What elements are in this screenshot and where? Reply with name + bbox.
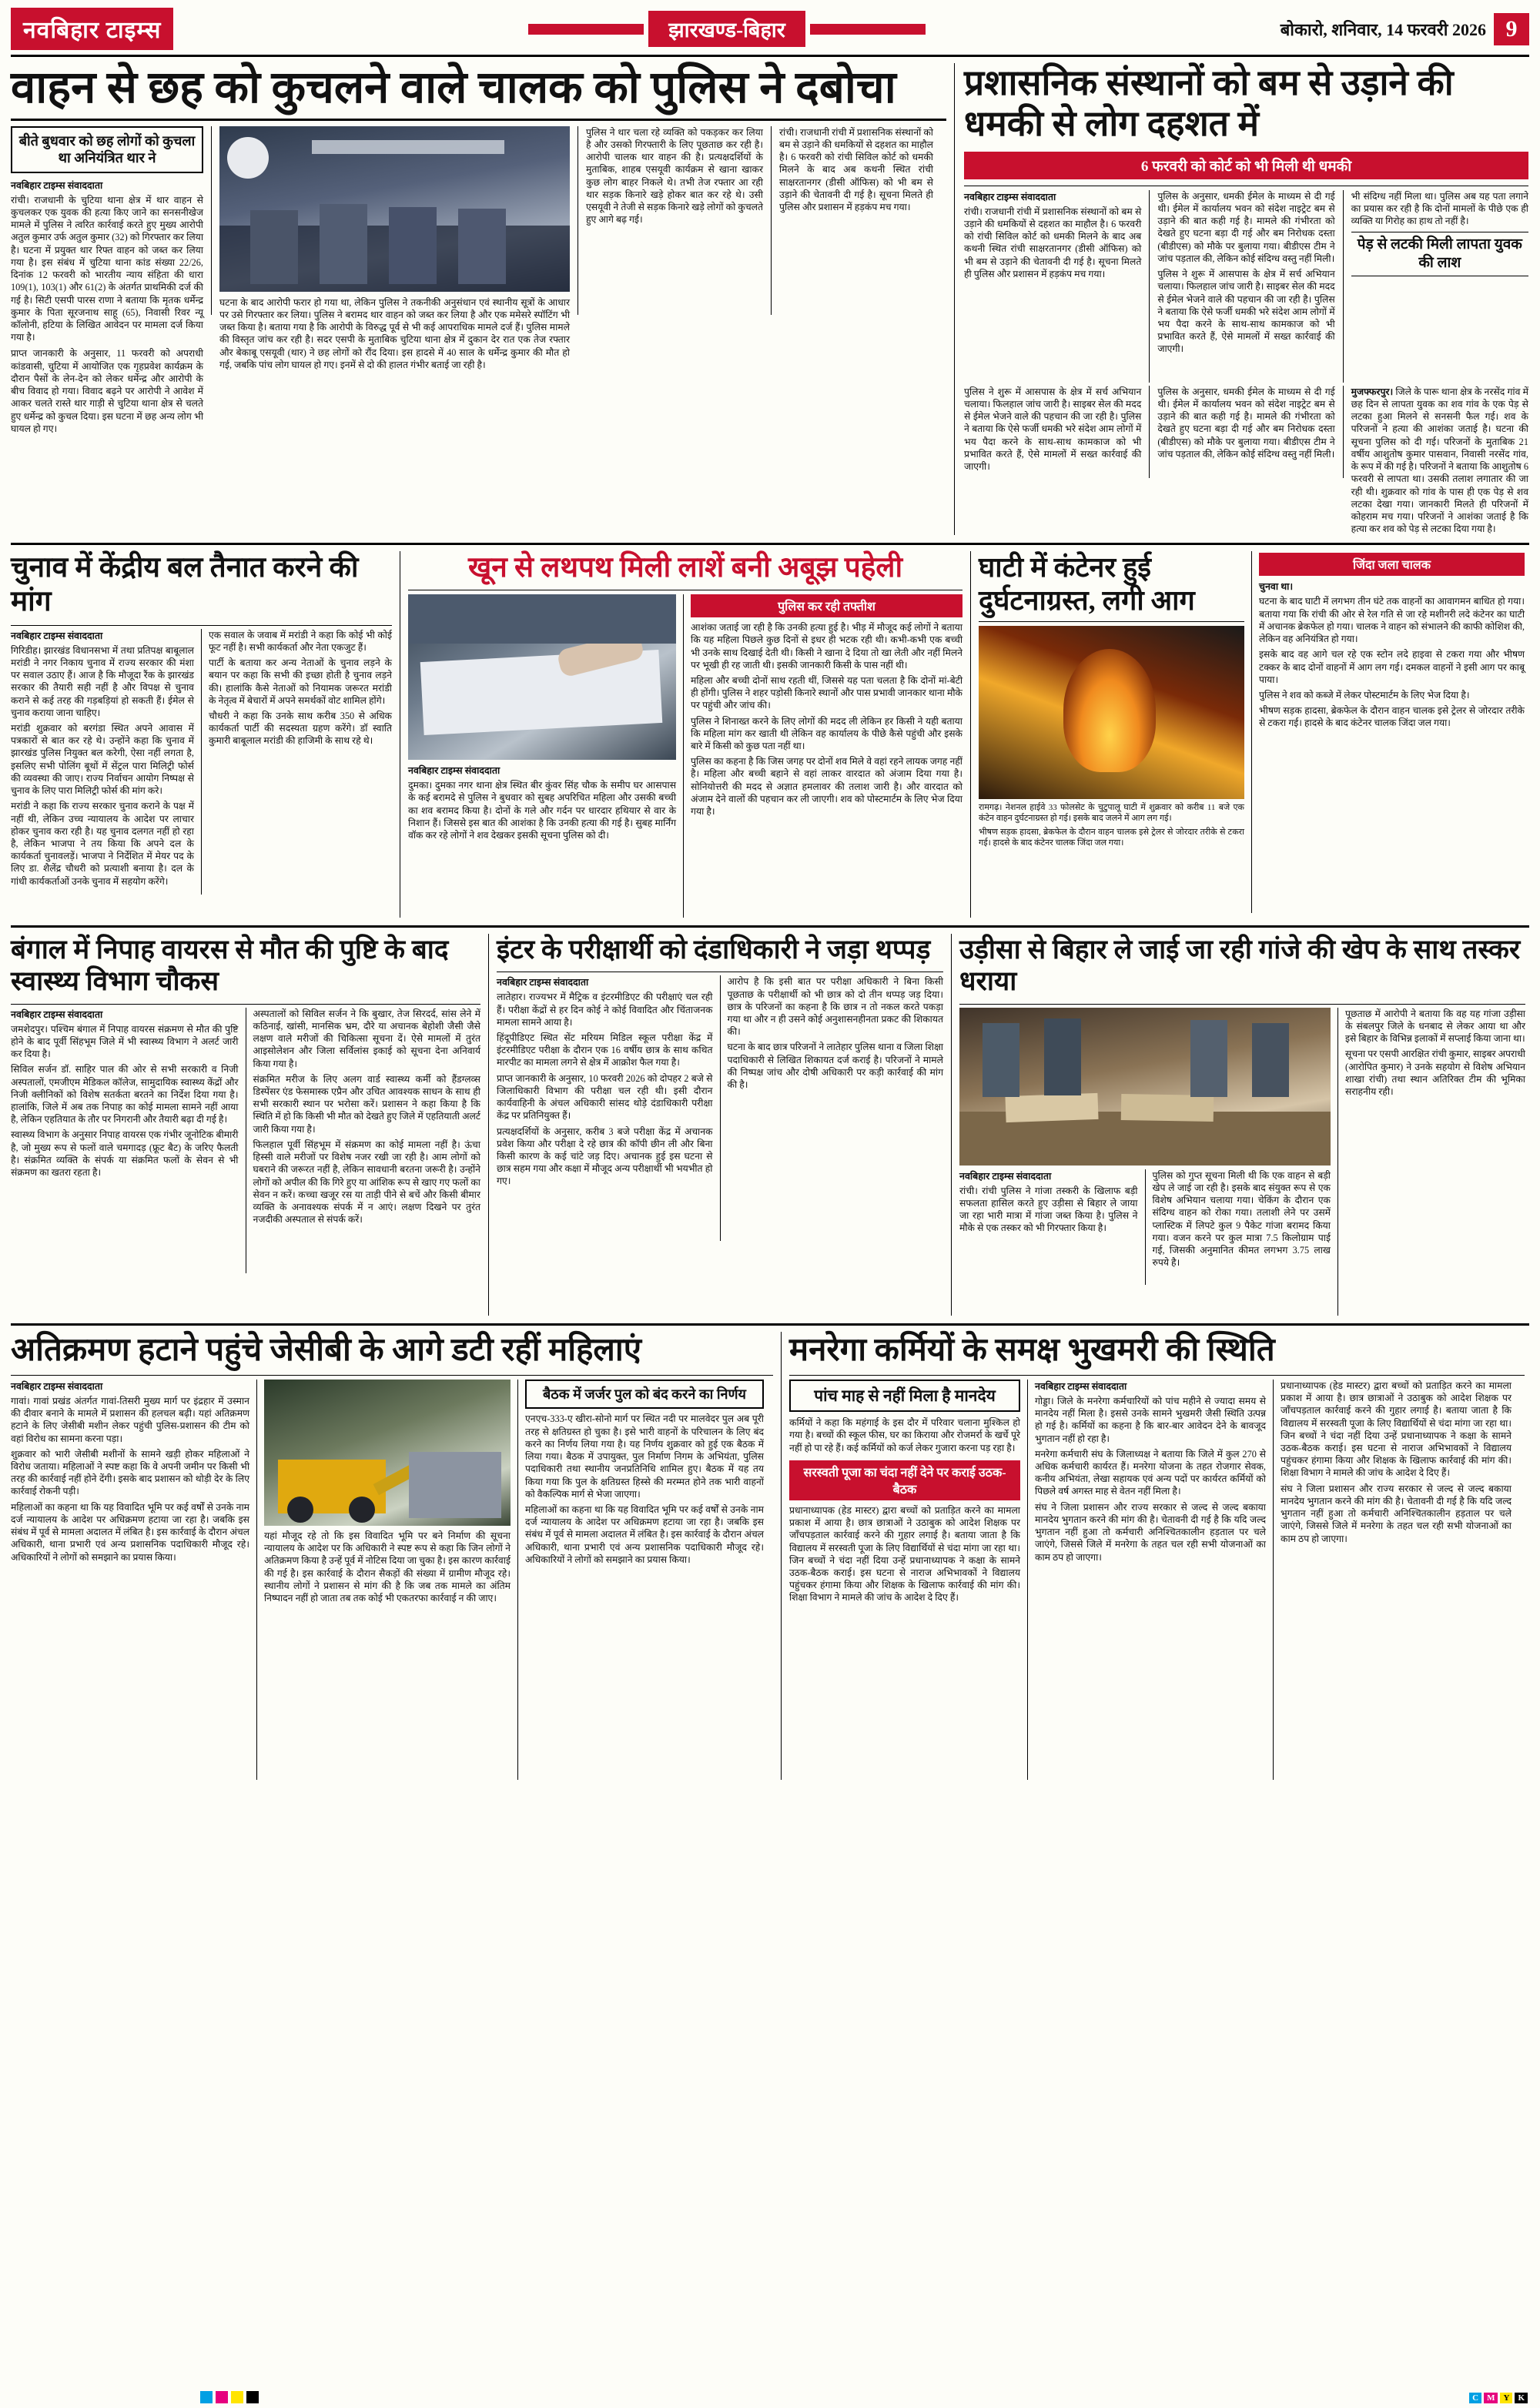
bodies-headline: खून से लथपथ मिली लाशें बनी अबूझ पहेली [467, 552, 903, 584]
nrega-story [782, 1332, 1525, 1780]
ganja-para-2: पुलिस को गुप्त सूचना मिली थी कि एक वाहन से बड़ी खेप ले जाई जा रही है। इसके बाद संयुक्त रूप से एक विशेष अभियान चलाया गया। चेकिंग के दौरान एक संदिग्ध वाहन को रोका गया। तलाशी लेने पर उसमें प्लास्टिक में लिपटे कुल 9 पैकेट गांजा बरामद किया गया। वजन करने पर कुल मात्रा 7.5 किलोग्राम पाई गई, जिसकी अनुमानित कीमत लगभग 3.75 लाख रुपये है। [1152, 1169, 1331, 1269]
lead-byline: नवबिहार टाइम्स संवाददाता [11, 179, 103, 191]
bomb-threat-story [955, 63, 1528, 535]
nipah-byline: नवबिहार टाइम्स संवाददाता [11, 1008, 103, 1020]
fire-para-4: भीषण सड़क हादसा, ब्रेकफेल के दौरान वाहन चालक इसे ट्रेलर से जोरदार तरीके से टकरा गई। हादसे के बाद कंटेनर चालक जिंदा जल गया। [1259, 705, 1525, 729]
election-para-3: मरांडी ने कहा कि राज्य सरकार चुनाव कराने के पक्ष में नहीं थी, लेकिन उच्च न्यायालय के आदेश पर लाचार होकर चुनाव करा रही है। यह चुनाव दलगत नहीं हो रहा है, लेकिन भाजपा ने तय किया कि अपने दल के कार्यकर्ता चुनावलड़ें। भाजपा ने निर्देशित में मेयर पद के लिए डा. शैलेंद्र चौधरी को प्रत्याशी बनाया है। दल के गांधी कार्यकर्ताओं उनके चुनाव में सहयोग करेंगे। [11, 801, 194, 887]
reg-mark-magenta [216, 2391, 228, 2403]
fire-headline: घाटी में कंटेनर हुई दुर्घटनाग्रस्त, लगी आग [979, 552, 1195, 616]
slap-para-3: प्राप्त जानकारी के अनुसार, 10 फरवरी 2026 को दोपहर 2 बजे से जिलाधिकारी विभाग की परीक्षा चल रही थी। इसी दौरान कार्यवाहिनी के अंचल अधिकारी सांसद थोड़े दंडाधिकारी परीक्षा केंद्र पर प्रतिनियुक्त हैं। [497, 1072, 713, 1122]
fire-para-1: घटना के बाद घाटी में लगभग तीन घंटे तक वाहनों का आवागमन बाधित हो गया। बताया गया कि रांची की ओर से रेल गति से जा रहे मशीनरी लदे कंटेनर का घाटी में अचानक ब्रेकफेल हो गया। चालक ने वाहन को संभालने की काफी कोशिश की, लेकिन वह अनियंत्रित हो गया। [1259, 596, 1525, 645]
missing-youth-byline: मुजफ्फरपुर। [1351, 386, 1394, 397]
slap-para-2: हिंदूपीडिएट स्थित सेंट मरियम मिडिल स्कूल परीक्षा केंद्र में इंटरमीडिएट परीक्षा के दौरान एक 16 वर्षीय छात्र के साथ कथित मारपीट का मामला लगने से क्षेत्र में आक्रोश फैल गया है। [497, 1032, 713, 1069]
nrega-box: पांच माह से नहीं मिला है मानदेय [789, 1380, 1020, 1412]
bomb-headline: प्रशासनिक संस्थानों को बम से उड़ाने की धमकी से लोग दहशत में [964, 63, 1454, 143]
jcb-headline: अतिक्रमण हटाने पहुंचे जेसीबी के आगे डटी रहीं महिलाएं [11, 1332, 642, 1368]
ganja-para-1: रांची। रांची पुलिस ने गांजा तस्करी के खिलाफ बड़ी सफलता हासिल करते हुए उड़ीसा से बिहार ले जाया जा रहा भारी मात्रा में गांजा जब्त किया है। पुलिस ने मौके से एक तस्कर को भी गिरफ्तार किया है। [959, 1185, 1138, 1234]
slap-byline: नवबिहार टाइम्स संवाददाता [497, 977, 589, 988]
bodies-story [400, 551, 970, 918]
jcb-para-2: शुक्रवार को भारी जेसीबी मशीनों के सामने खड़ी होकर महिलाओं ने विरोध जताया। महिलाओं ने स्पष्ट कहा कि वे अपनी जमीन पर किसी भी तरह की कार्रवाई नहीं होने देंगी। इसके बाद प्रशासन को थोड़ी देर के लिए कार्रवाई रोकनी पड़ी। [11, 1448, 249, 1497]
bomb-redbar: 6 फरवरी को कोर्ट को भी मिली थी धमकी [964, 152, 1528, 179]
masthead [11, 8, 1529, 57]
jcb-para-1: गावां। गावां प्रखंड अंतर्गत गावां-तिसरी मुख्य मार्ग पर इंद्रहार में उस्मान की दीवार बनाने के मामले में प्रशासन की हलचल बढ़ी। यहां अतिक्रमण हटाने के लिए जेसीबी मशीन लेकर पहुंची पुलिस-प्रशासन की टीम को वहां विरोध का सामना करना पड़ा। [11, 1395, 249, 1444]
lead-photo [219, 126, 570, 292]
banner-bar-left [528, 24, 644, 35]
reg-mark-cyan [200, 2391, 213, 2403]
fire-photo-caption: रामगढ़। नेशनल हाईवे 33 फोलसेट के चुटुपालू घाटी में शुक्रवार को करीब 11 बजे एक कंटेन वाहन दुर्घटनाग्रस्त हो गई। इसके बाद जलने में आग लग गई। [979, 803, 1244, 824]
nipah-para-3: स्वास्थ्य विभाग के अनुसार निपाह वायरस एक गंभीर जूनोटिक बीमारी है, जो मुख्य रूप से फलों वाले चमगादड़ (फ्रूट बैट) के जरिए फैलती है। संक्रमित व्यक्ति के संपर्क या संक्रमित फलों के सेवन से भी संक्रमण का खतरा रहता है। [11, 1129, 239, 1179]
nipah-para-5: संक्रमित मरीज के लिए अलग वार्ड स्वास्थ्य कर्मी को हैंडग्लव्स डिस्पेंसर एंड फेसमास्क एप्रैन और उचित आवश्यक साधन के साथ ही सभी सरकारी स्थान पर भरोसा करें। प्रशासन ने कहा किया है कि स्थिति में हो कि किसी भी मौत को देखते हुए जिले में एहतियाती अलर्ट जारी किया गया है। [253, 1073, 480, 1135]
nipah-para-1: जमशेदपुर। पश्चिम बंगाल में निपाह वायरस संक्रमण से मौत की पुष्टि होने के बाद पूर्वी सिंहभूम जिले में भी स्वास्थ्य विभाग ने अलर्ट जारी कर दिया है। [11, 1023, 239, 1060]
ganja-byline: नवबिहार टाइम्स संवाददाता [959, 1170, 1052, 1182]
cmyk-c: C [1469, 2393, 1481, 2403]
nipah-headline: बंगाल में निपाह वायरस से मौत की पुष्टि के बाद स्वास्थ्य विभाग चौकस [11, 935, 449, 997]
election-story [11, 551, 400, 918]
jcb-sub-text: एनएच-333-ए खीरा-सोनो मार्ग पर स्थित नदी पर मालवेदर पुल अब पूरी तरह से क्षतिग्रस्त हो चुका है। इसे भारी वाहनों के परिचालन के लिए बंद करने का निर्णय लिया गया है। यह निर्णय शुक्रवार को हुई एक बैठक में लिया गया। बैठक में उपायुक्त, पुल निर्माण निगम के अभियंता, पुलिस पदाधिकारी तथा स्थानीय जनप्रतिनिधि शामिल हुए। बैठक में यह तय किया गया कि पुल के क्षतिग्रस्त हिस्से की मरम्मत होने तक भारी वाहनों को वैकल्पिक मार्ग से भेजा जाएगा। [525, 1413, 764, 1500]
nrega-headline: मनरेगा कर्मियों के समक्ष भुखमरी की स्थिति [789, 1332, 1275, 1368]
jcb-byline: नवबिहार टाइम्स संवाददाता [11, 1380, 103, 1392]
nipah-para-2: सिविल सर्जन डॉ. साहिर पाल की ओर से सभी सरकारी व निजी अस्पतालों, एमजीएम मेडिकल कॉलेज, सामुदायिक स्वास्थ्य केंद्रों और निजी क्लीनिकों को विशेष सतर्कता बरतने का निर्देश दिया गया है। हालांकि, जिले में अब तक निपाह का कोई मामला सामने नहीं आया है, लेकिन एहतियात के तौर पर निगरानी और तैयारी बढ़ा दी गई है। [11, 1064, 239, 1125]
ganja-photo [959, 1008, 1331, 1166]
bodies-photo [408, 594, 676, 760]
lead-headline: वाहन से छह को कुचलने वाले चालक को पुलिस ने दबोचा [11, 62, 896, 112]
ganja-story [952, 934, 1525, 1316]
lead-subhead: बीते बुधवार को छह लोगों को कुचला था अनियंत्रित थार ने [11, 126, 203, 173]
lead-para-1: रांची। राजधानी के चुटिया थाना क्षेत्र में थार वाहन से कुचलकर एक युवक की हत्या किए जाने का सनसनीखेज मामले में पुलिस ने त्वरित कार्रवाई करते हुए मुख्य आरोपी अतुल कुमार उर्फ अतुल कुमार (32) को गिरफ्तार कर लिया है। घटना में प्रयुक्त थार रिफ्त वाहन को जब्त कर लिया गया है। इस संबंध में चुटिया थाना कांड संख्या 22/26, दिनांक 12 फरवरी को भारतीय न्याय संहिता की धारा 109(1), 103(1) और 61(2) के अंतर्गत प्राथमिकी दर्ज की गई है। सिटी एसपी पारस राणा ने बताया कि मृतक धर्मेन्द्र कुमार के पिता सूरजनाथ साहू (65), निवासी रिवर न्यू कॉलोनी, हटिया के लिखित आवेदन पर मामला दर्ज किया गया है। [11, 194, 203, 343]
fire-photo [979, 626, 1244, 799]
election-para-4: एक सवाल के जवाब में मरांडी ने कहा कि कोई भी कोई फूट नहीं है। सभी कार्यकर्ता और नेता एकजुट हैं। [209, 629, 392, 653]
nrega-para-1: गोड्डा। जिले के मनरेगा कर्मचारियों को पांच महीने से ज्यादा समय से मानदेय नहीं मिला है। इससे उनके सामने भुखमरी जैसी स्थिति उत्पन्न हो गई है। कर्मियों का कहना है कि बार-बार आवेदन देने के बावजूद भुगतान नहीं हो रहा है। [1035, 1395, 1266, 1444]
bomb-para-1: रांची। राजधानी रांची में प्रशासनिक संस्थानों को बम से उड़ाने की धमकियों से दहशत का माहौल है। 6 फरवरी को रांची सिविल कोर्ट को धमकी मिलने के बाद अब कथनी स्थित रांची साक्षरतानगर (डीसी ऑफिस) को भी बम से उड़ाने की चेतावनी दी गई है। सूचना मिलते ही पुलिस और प्रशासन में हड़कंप मच गया। [964, 206, 1142, 279]
bodies-redbar: पुलिस कर रही तफ्तीश [691, 594, 962, 617]
nrega-subhead: सरस्वती पूजा का चंदा नहीं देने पर कराई उठक-बैठक [789, 1460, 1020, 1500]
nipah-para-6: फिलहाल पूर्वी सिंहभूम में संक्रमण का कोई मामला नहीं है। ऊंचा हिस्सी वाले मरीजों पर विशेष नजर रखी जा रही है। आम लोगों को घबराने की जरूरत नहीं है, लेकिन सावधानी बरतना जरूरी है। उन्होंने लोगों को अपील की कि गिरे हुए या आंशिक रूप से खाए गए फलों का सेवन न करें। कच्चा खजूर रस या ताड़ी पीने से बचें और किसी बीमार व्यक्ति के अनावश्यक संपर्क में न आएं। लक्षण दिखने पर तुरंत नजदीकी अस्पताल से संपर्क करें। [253, 1139, 480, 1226]
container-fire-story [971, 551, 1525, 918]
lead-para-4: पुलिस ने थार चला रहे व्यक्ति को पकड़कर कर लिया है और उसको गिरफ्तारी के लिए पूछताछ कर रही है। आरोपी चालक थार वाहन की है। प्रत्यक्षदर्शियों के मुताबिक, शाहब एसयूवी कार्यक्रम से खाना खाकर कुछ लोग बाहर निकले थे। तभी तेज रफ्तार आ रही थार सड़क किनारे खड़े होकर बात कर रहे थे। उसी एसयूवी ने तेजी से सड़क किनारे खड़े लोगों को कुचलते हुए आगे बढ़ गई। [586, 126, 763, 226]
fire-para-extra: भीषण सड़क हादसा, ब्रेकफेल के दौरान वाहन चालक इसे ट्रेलर से जोरदार तरीके से टकरा गई। हादसे के बाद कंटेनर चालक जिंदा जल गया। [979, 827, 1244, 848]
cmyk-marks [1469, 2393, 1528, 2403]
jcb-para-3: महिलाओं का कहना था कि यह विवादित भूमि पर कई वर्षों से उनके नाम दर्ज न्यायालय के आदेश पर अधिक्रमण हटाया जा रहा है। जबकि इस संबंध में पूर्व से मामला अदालत में लंबित है। इस कार्रवाई के दौरान अंचल अधिकारी, थाना प्रभारी एवं अन्य प्रशासनिक पदाधिकारी मौजूद रहे। अधिकारियों ने लोगों को समझाने का प्रयास किया। [11, 1501, 249, 1563]
nrega-para-4: संघ ने जिला प्रशासन और राज्य सरकार से जल्द से जल्द बकाया मानदेय भुगतान करने की मांग की है। चेतावनी दी गई है कि यदि जल्द भुगतान नहीं हुआ तो कर्मचारी अनिश्चितकालीन हड़ताल पर चले जाएंगे, जिससे जिले में मनरेगा के तहत चल रही सभी योजनाओं का काम ठप हो जाएगा। [1035, 1501, 1266, 1563]
lead-para-2: प्राप्त जानकारी के अनुसार, 11 फरवरी को अपराधी कांडवासी, चुटिया में आयोजित एक गृहप्रवेश कार्यक्रम के दौरान पैसों के लेन-देन को लेकर धर्मेन्द्र और आरोपी के बीच विवाद हो गया। विवाद बढ़ने पर आरोपी ने आवेश में आकर चलते रास्ते थार गाड़ी से चुटिया थाना क्षेत्र से चलते हुए धर्मेन्द्र को कुचल दिया। इस घटना में छह अन्य लोग भी घायल हो गए। [11, 348, 203, 434]
lead-para-5: रांची। राजधानी रांची में प्रशासनिक संस्थानों को बम से उड़ाने की धमकियों से दहशत का माहौल है। 6 फरवरी को रांची सिविल कोर्ट को धमकी मिलने के बाद अब कथनी स्थित रांची साक्षरतानगर (डीसी ऑफिस) को भी बम से उड़ाने की चेतावनी दी गई है। सूचना मिलते ही पुलिस और प्रशासन में हड़कंप मच गया। [779, 126, 933, 213]
nrega-byline: नवबिहार टाइम्स संवाददाता [1035, 1380, 1127, 1392]
fire-redbox: जिंदा जला चालक [1259, 553, 1525, 576]
nipah-story [11, 934, 488, 1316]
cmyk-y: Y [1500, 2393, 1512, 2403]
dateline-group [1281, 13, 1529, 45]
election-headline: चुनाव में केंद्रीय बल तैनात करने की मांग [11, 552, 359, 618]
jcb-story [11, 1332, 781, 1780]
nrega-para-5: प्रधानाध्यापक (हेड मास्टर) द्वारा बच्चों को प्रताड़ित करने का मामला प्रकाश में आया है। छात्र छात्राओं ने उठाबुक को आदेश शिक्षक पर जाँचपड़ताल कार्रवाई करने की गुहार लगाई है। बताया जाता है कि विद्यालय में सरस्वती पूजा के लिए विद्यार्थियों से चंदा मांगा जा रहा था। जिन बच्चों ने चंदा नहीं दिया उन्हें प्रधानाध्यापक ने कक्षा के सामने उठक-बैठक कराई। इस घटना से नाराज अभिभावकों ने विद्यालय पहुंचकर हंगामा किया और शिक्षक के खिलाफ कार्रवाई की मांग की। शिक्षा विभाग ने मामले की जांच के आदेश दे दिए हैं। [1281, 1380, 1512, 1479]
nrega-para-6: संघ ने जिला प्रशासन और राज्य सरकार से जल्द से जल्द बकाया मानदेय भुगतान करने की मांग की है। चेतावनी दी गई है कि यदि जल्द भुगतान नहीं हुआ तो कर्मचारी अनिश्चितकालीन हड़ताल पर चले जाएंगे, जिससे जिले में मनरेगा के तहत चल रही सभी योजनाओं का काम ठप हो जाएगा। [1281, 1483, 1512, 1544]
election-para-6: चौधरी ने कहा कि उनके साथ करीब 350 से अधिक कार्यकर्ता पार्टी की सदस्यता ग्रहण करेंगे। डॉ स्वाति कुमारी बाबूलाल मरांडी की हाजिमी के साथ रहे थे। [209, 711, 392, 747]
bomb-para-2: पुलिस के अनुसार, धमकी ईमेल के माध्यम से दी गई थी। ईमेल में कार्यालय भवन को संदेश नाइट्रेट बम से उड़ाने की बात कही गई है। मामले की गंभीरता को देखते हुए घटना बड़ा दी गई और बम निरोधक दस्ता (बीडीएस) को मौके पर बुलाया गया। बीडीएस टीम ने जांच पड़ताल की, लेकिन कोई संदिग्ध वस्तु नहीं मिली। [1157, 190, 1335, 264]
bomb-byline: नवबिहार टाइम्स संवाददाता [964, 191, 1056, 202]
slap-headline: इंटर के परीक्षार्थी को दंडाधिकारी ने जड़ा थप्पड़ [497, 935, 931, 965]
missing-youth-text [1351, 386, 1528, 536]
fire-byline: चुनवा था। [1259, 581, 1294, 593]
jcb-subhead: बैठक में जर्जर पुल को बंद करने का निर्णय [525, 1380, 764, 1410]
slap-para-4: प्रत्यक्षदर्शियों के अनुसार, करीब 3 बजे परीक्षा केंद्र में अचानक प्रवेश किया और परीक्षा दे रहे छात्र की कॉपी छीन ली और बिना किसी कारण के कई चांटे जड़ दिए। अचानक हुई इस घटना से छात्र सहम गया और कक्षा में मौजूद अन्य परीक्षार्थी भी भयभीत हो गए। [497, 1125, 713, 1187]
election-para-2: मरांडी शुक्रवार को बरगंडा स्थित अपने आवास में पत्रकारों से बात कर रहे थे। उन्होंने कहा कि चुनाव में झारखंड पुलिस नियुक्त बल करेगी, ऐसा नहीं लगता है, इसलिए सभी पोलिंग बूथों में सेंट्रल पारा मिलिट्री फोर्स की व्यवस्था की जाए। राज्य निर्वाचन आयोग निष्पक्ष से चुनाव के लिए पारा मिलिट्री फोर्स की मांग करे। [11, 723, 194, 797]
cmyk-m: M [1484, 2393, 1498, 2403]
bomb-para-3: पुलिस ने शुरू में आसपास के क्षेत्र में सर्च अभियान चलाया। फिलहाल जांच जारी है। साइबर सेल की मदद से ईमेल भेजने वाले की पहचान की जा रही है। पुलिस ने बताया कि ऐसे फर्जी धमकी भरे संदेश आम लोगों में भय पैदा करने के साथ-साथ कामकाज को भी प्रभावित करते हैं, ऐसे मामलों में सख्त कार्रवाई की जाएगी। [1157, 269, 1335, 355]
bodies-cap-text: दुमका। दुमका नगर थाना क्षेत्र स्थित बीर कुंवर सिंह चौक के समीप घर आसपास के कई बरामदे से पुलिस ने बुधवार को सुबह अपरिचित महिला और उसकी बच्ची का शव बरामद किया है। दोनों के गले और गर्दन पर धारदार हथियार से वार के निशान हैं। जिससे इस बात की आशंका है कि उनकी हत्या की गई है। सुबह मार्निंग वॉक कर रहे लोगों ने शव देखकर इसकी सूचना पुलिस को दी। [408, 780, 677, 841]
nrega-para-3: कर्मियों ने कहा कि महंगाई के इस दौर में परिवार चलाना मुश्किल हो गया है। बच्चों की स्कूल फीस, घर का किराया और रोजमर्रा के खर्चे पूरे नहीं हो पा रहे हैं। कई कर्मियों को कर्ज लेकर गुजारा करना पड़ रहा है। [789, 1417, 1020, 1453]
ganja-para-4: सूचना पर एसपी आरक्षित रांची कुमार, साइबर अपराधी (आरोपित कुमार) ने उनके सहयोग से विशेष अभियान शाखा रांची) तथा स्थान अतिरिक्त टीम की भूमिका सराहनीय रही। [1345, 1048, 1525, 1097]
missing-youth-body: जिले के पारू थाना क्षेत्र के नरसेंद गांव में छह दिन से लापता युवक का शव गांव के एक पेड़ से लटका हुआ मिलने से सनसनी फैल गई। शव के परिजनों ने हत्या की आशंका जताई है। घटना की सूचना पुलिस को दी गई। परिजनों के मुताबिक 21 वर्षीय आशुतोष कुमार पासवान, निवासी नरसेंद गांव, के रूप में की गई है। परिजनों ने बताया कि आशुतोष 6 फरवरी से लापता था। उसकी तलाश लगातार की जा रही थी। शुक्रवार को गांव के पास ही एक पेड़ से शव लटका देखा गया। जानकारी मिलते ही परिजनों में कोहराम मच गया। परिजनों ने आशंका जताई है कि हत्या कर शव को पेड़ से लटका दिया गया है। [1351, 386, 1528, 535]
election-byline: नवबिहार टाइम्स संवाददाता [11, 630, 103, 641]
bodies-para-4: पुलिस का कहना है कि जिस जगह पर दोनों शव मिले वे वहां रहने लायक जगह नहीं है। महिला और बच्ची बहाने से वहां लाकर वारदात को अंजाम दिया गया है। सोनियोत्तरी की मदद से अज्ञात हमलावर की तलाश जारी है। और वारदात को अंजाम देने वालों की पहचान कर ली जाएगी। शव को पोस्टमार्टम के लिए भेज दिया गया है। [691, 756, 962, 818]
reg-mark-yellow [231, 2391, 243, 2403]
cmyk-k: K [1515, 2393, 1528, 2403]
fire-para-3: पुलिस ने शव को कब्जे में लेकर पोस्टमार्टम के लिए भेज दिया है। [1259, 689, 1470, 701]
nipah-para-4: अस्पतालों को सिविल सर्जन ने कि बुखार, तेज सिरदर्द, सांस लेने में कठिनाई, खांसी, मानसिक भ्रम, दौरे या अचानक बेहोशी जैसी जैसे लक्षण वाले मरीजों की चिकित्सा सूचना दें। ऐसे मामलों में तुरंत आइसोलेशन और जिला सर्विलांस इकाई को सूचना देना अनिवार्य किया गया है। [253, 1008, 480, 1069]
ganja-headline: उड़ीसा से बिहार ले जाई जा रही गांजे की खेप के साथ तस्कर धराया [959, 935, 1521, 997]
banner-bar-right [810, 24, 926, 35]
ganja-para-3: पूछताछ में आरोपी ने बताया कि वह यह गांजा उड़ीसा के संबलपुर जिले के धनबाद से लेकर आया था और इसे बिहार के विभिन्न इलाकों में सप्लाई किया जाना था। [1345, 1008, 1525, 1045]
reg-mark-black [246, 2391, 259, 2403]
election-para-5: पार्टी के बताया कर अन्य नेताओं के चुनाव लड़ने के बयान पर कहा कि सभी की इच्छा होती है चुनाव लड़ने की। हालांकि कैसे नेताओं को नियामक जरूरत मरांडी के नेतृत्व में बेचारों में अपने समर्थकों वोट शामिल होंगे। [209, 657, 392, 706]
slap-para-1: लातेहार। राज्यभर में मैट्रिक व इंटरमीडिएट की परीक्षाएं चल रही हैं। परीक्षा केंद्रों से हर दिन कोई ने कोई विवादित और चिंताजनक मामला सामने आया है। [497, 992, 713, 1028]
nrega-sub-text: प्रधानाध्यापक (हेड मास्टर) द्वारा बच्चों को प्रताड़ित करने का मामला प्रकाश में आया है। छात्र छात्राओं ने उठाबुक को आदेश शिक्षक पर जाँचपड़ताल कार्रवाई करने की गुहार लगाई है। बताया जाता है कि विद्यालय में सरस्वती पूजा के लिए विद्यार्थियों से चंदा मांगा जा रहा था। जिन बच्चों ने चंदा नहीं दिया उन्हें प्रधानाध्यापक ने कक्षा के सामने उठक-बैठक कराई। इस घटना से नाराज अभिभावकों ने विद्यालय पहुंचकर हंगामा किया और शिक्षक के खिलाफ कार्रवाई की मांग की। शिक्षा विभाग ने मामले की जांच के आदेश दे दिए हैं। [789, 1504, 1020, 1604]
slap-story [489, 934, 951, 1316]
bomb-para-5: पुलिस के अनुसार, धमकी ईमेल के माध्यम से दी गई थी। ईमेल में कार्यालय भवन को संदेश नाइट्रेट बम से उड़ाने की बात कही गई है। मामले की गंभीरता को देखते हुए घटना बड़ा दी गई और बम निरोधक दस्ता (बीडीएस) को मौके पर बुलाया गया। बीडीएस टीम ने जांच पड़ताल की, लेकिन कोई संदिग्ध वस्तु नहीं मिली। [1157, 386, 1335, 460]
lead-para-3: घटना के बाद आरोपी फरार हो गया था, लेकिन पुलिस ने तकनीकी अनुसंधान एवं स्थानीय सूत्रों के आधार पर उसे गिरफ्तार कर लिया। पुलिस ने बरामद थार वाहन को जब्त कर लिया है और एक ममेसरे स्पॉटिंग भी जब्त किया है। बताया गया है कि आरोपी के विरुद्ध पूर्व से भी कई आपराधिक मामले दर्ज हैं। पुलिस मामले की विस्तृत जांच कर रही है। सदर एसपी के मुताबिक चुटिया थाना क्षेत्र में दुकान देर रात एक तेज रफ्तार और बेकाबू एसयूवी (थार) ने छह लोगों को रौंद दिया। इस हादसे में 40 साल के धर्मेन्द्र कुमार की मौत हो गई, जबकि पांच लोग घायल हो गए। इनमें से दो की हालत गंभीर बताई जा रही है। [219, 296, 570, 370]
jcb-photo [264, 1380, 511, 1526]
missing-youth-subhead: पेड़ से लटकी मिली लापता युवक की लाश [1351, 232, 1528, 276]
slap-para-6: घटना के बाद छात्र परिजनों ने लातेहार पुलिस थाना व जिला शिक्षा पदाधिकारी से लिखित शिकायत दर्ज कराई है। परिजनों ने मामले की निष्पक्ष जांच और दोषी अधिकारी पर कड़ी कार्रवाई की मांग की है। [727, 1042, 943, 1091]
fire-para-2: इसके बाद वह आगे चल रहे एक स्टोन लदे हाइवा से टकरा गया और भीषण टक्कर के बाद दोनों वाहनों में आग लग गई। दमकल वाहनों ने इसी आग पर काबू पाया। [1259, 649, 1525, 685]
section-banner [528, 11, 926, 47]
jcb-para-4: यहां मौजूद रहे तो कि इस विवादित भूमि पर बने निर्माण की सूचना न्यायालय के आदेश पर कि अधिकारी ने स्पष्ट रूप से कहा कि जिन लोगों ने अतिक्रमण किया है उन्हें पूर्व में नोटिस दिया जा चुका है। इस कारण कार्रवाई की गई है। इस कार्रवाई के दौरान सैकड़ों की संख्या में ग्रामीण मौजूद रहे। स्थानीय लोगों ने प्रशासन से मांग की है कि जब तक मामले का अंतिम निष्पादन नहीं हो जाता तब तक कोई भी एकतरफा कार्रवाई न की जाए। [264, 1530, 511, 1604]
page-number: 9 [1494, 13, 1529, 45]
color-registration-marks [200, 2391, 259, 2403]
nrega-para-2: मनरेगा कर्मचारी संघ के जिलाध्यक्ष ने बताया कि जिले में कुल 270 से अधिक कर्मचारी कार्यरत हैं। मनरेगा योजना के तहत रोजगार सेवक, कनीय अभियंता, लेखा सहायक एवं अन्य पदों पर कार्यरत कर्मियों को पिछले वर्ष अगस्त माह से वेतन नहीं मिला है। [1035, 1448, 1266, 1497]
dateline: बोकारो, शनिवार, 14 फरवरी 2026 [1280, 19, 1486, 39]
bodies-para-1: आशंका जताई जा रही है कि उनकी हत्या हुई है। भीड़ में मौजूद कई लोगों ने बताया कि यह महिला पिछले कुछ दिनों से इधर ही भटक रही थी। कभी-कभी एक बच्ची भी उनके साथ दिखाई देती थी। किसी ने खाना दे दिया तो खा लेती और नहीं मिलने पर भूखी ही रह जाती थी। इसकी जानकारी किसी के पास नहीं थी। [691, 622, 962, 671]
election-para-1: गिरिडीह। झारखंड विधानसभा में तथा प्रतिपक्ष बाबूलाल मरांडी ने नगर निकाय चुनाव में राज्य सरकार की मंशा पर सवाल उठाए हैं। आज है कि मौजूदा रैंक के झारखंड सरकार की तैयारी सही नहीं है और विपक्ष से चुनाव कराने से कई तरह की गड़बड़ियां हो सकती हैं। ईमेल से चुनाव कराया जाना चाहिए। [11, 644, 194, 718]
slap-para-5: आरोप है कि इसी बात पर परीक्षा अधिकारी ने बिना किसी पूछताछ के परीक्षार्थी को भी छात्र को दो तीन थप्पड़ जड़ दिया। छात्र के परिजनों का कहना है कि छात्र न तो नकल करते पकड़ा गया था और न ही उसने कोई अनुशासनहीनता प्रकट की शिकायत की। [727, 976, 943, 1038]
bomb-para-right: भी संदिग्ध नहीं मिला था। पुलिस अब यह पता लगाने का प्रयास कर रही है कि दोनों मामलों के पीछे एक ही व्यक्ति या गिरोह का हाथ तो नहीं है। [1351, 190, 1528, 227]
bodies-para-3: पुलिस ने शिनाख्त करने के लिए लोगों की मदद ली लेकिन हर किसी ने यही बताया कि महिला मांग कर खाती थी लेकिन वह कार्यालय के पीछे कैसे पहुंची और इसके बारे में किसी को कुछ पता नहीं था। [691, 715, 962, 752]
bomb-para-4: पुलिस ने शुरू में आसपास के क्षेत्र में सर्च अभियान चलाया। फिलहाल जांच जारी है। साइबर सेल की मदद से ईमेल भेजने वाले की पहचान की जा रही है। पुलिस ने बताया कि ऐसे फर्जी धमकी भरे संदेश आम लोगों में भय पैदा करने के साथ-साथ कामकाज को भी प्रभावित करते हैं, ऐसे मामलों में सख्त कार्रवाई की जाएगी। [964, 386, 1142, 473]
jcb-para-5: महिलाओं का कहना था कि यह विवादित भूमि पर कई वर्षों से उनके नाम दर्ज न्यायालय के आदेश पर अधिक्रमण हटाया जा रहा है। जबकि इस संबंध में पूर्व से मामला अदालत में लंबित है। इस कार्रवाई के दौरान अंचल अधिकारी, थाना प्रभारी एवं अन्य प्रशासनिक पदाधिकारी मौजूद रहे। अधिकारियों ने लोगों को समझाने का प्रयास किया। [525, 1503, 764, 1565]
bodies-byline: नवबिहार टाइम्स संवाददाता [408, 765, 500, 777]
section-name: झारखण्ड-बिहार [648, 11, 805, 47]
newspaper-logo: नवबिहार टाइम्स [11, 8, 173, 50]
lead-story [11, 63, 954, 535]
bodies-para-2: महिला और बच्ची दोनों साथ रहती थीं, जिससे यह पता चलता है कि दोनों मां-बेटी ही होंगी। पुलिस ने शहर पड़ोसी किनारे स्थानों और पास प्रभावी जानकार थाना मौके पर पहुंची और जांच की। [691, 674, 962, 711]
